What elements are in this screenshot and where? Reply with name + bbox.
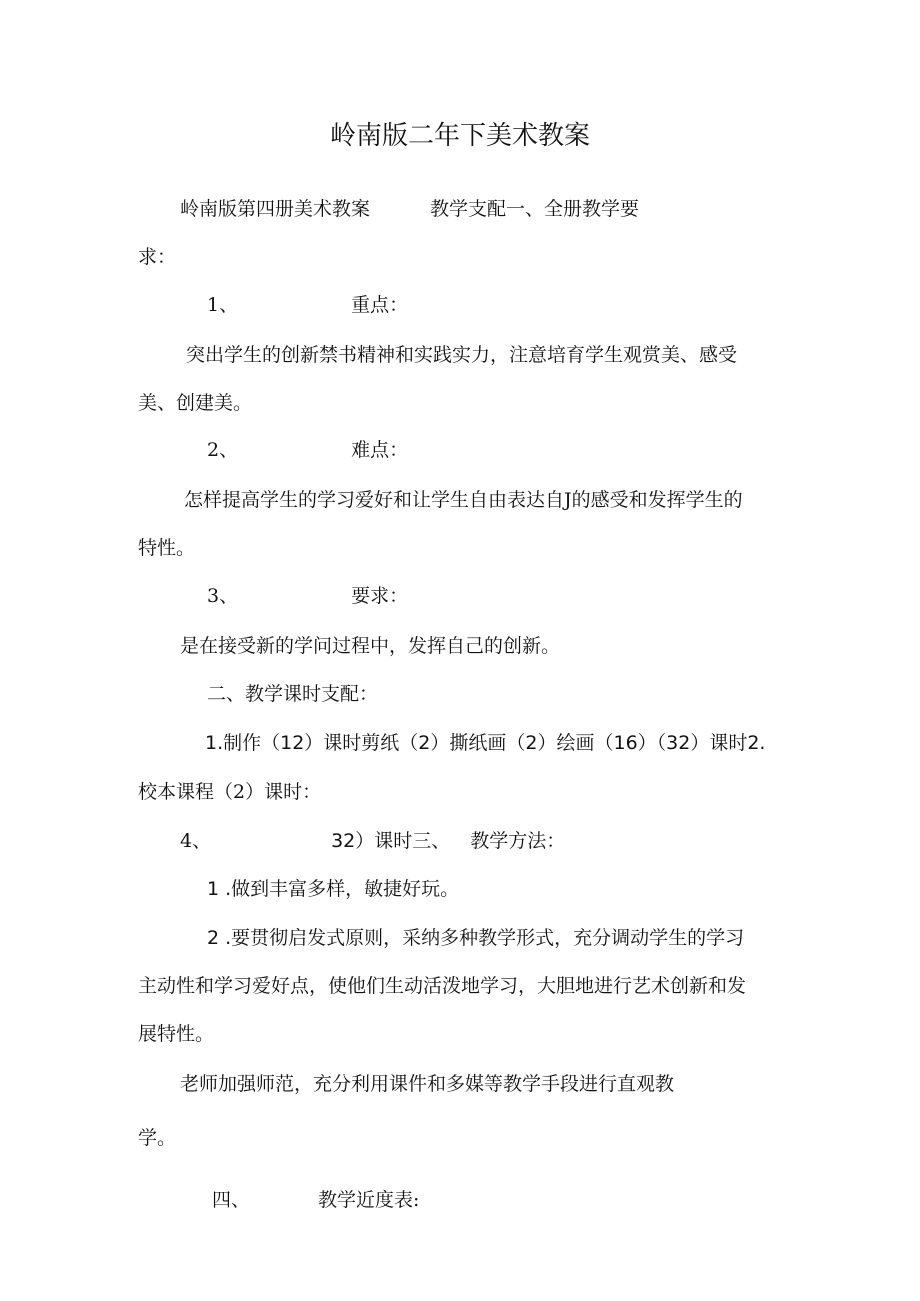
section2-line-1: 1.制作（12）课时剪纸（2）撕纸画（2）绘画（16）（32）课时2. <box>205 732 766 754</box>
item1-text-line-2: 美、创建美。 <box>138 392 253 414</box>
teacher-line-1: 老师加强师范，充分利用课件和多媒等教学手段进行直观教 <box>180 1073 675 1095</box>
item3-text: 是在接受新的学问过程中，发挥自己的创新。 <box>180 635 561 657</box>
section2-line-2: 校本课程（2）课时： <box>138 781 322 803</box>
intro-text-b: 教学支配一、全册教学要 <box>430 198 640 220</box>
item1-heading <box>207 291 408 319</box>
document-title: 岭南版二年下美术教案 <box>329 121 590 151</box>
item2-number: 2、 <box>207 439 239 461</box>
method-2-line-2: 主动性和学习爱好点，使他们生动活泼地学习，大胆地进行艺术创新和发 <box>138 975 747 997</box>
item3-heading <box>207 582 408 610</box>
method-1: 1 .做到丰富多样，敏捷好玩。 <box>207 878 460 900</box>
intro-line-1 <box>180 195 639 223</box>
section2-heading: 二、教学课时支配： <box>207 683 379 705</box>
teacher-line-2: 学。 <box>138 1127 177 1149</box>
method-2-line-1: 2 .要贯彻启发式原则，采纳多种教学形式，充分调动学生的学习 <box>207 927 745 949</box>
section4-label: 教学近度表: <box>318 1189 420 1211</box>
intro-text-a: 岭南版第四册美术教案 <box>180 198 371 220</box>
item4-text-a: 32）课时三、 <box>331 830 451 852</box>
item2-text-line-1: 怎样提高学生的学习爱好和让学生自由表达自J的感受和发挥学生的 <box>184 489 743 511</box>
item1-text-line-1: 突出学生的创新禁书精神和实践实力，注意培育学生观赏美、感受 <box>186 344 738 366</box>
item3-number: 3、 <box>207 585 239 607</box>
item2-label: 难点： <box>351 439 409 461</box>
intro-line-2: 求： <box>138 246 177 268</box>
item3-label: 要求： <box>351 585 409 607</box>
item2-heading <box>207 436 408 464</box>
item2-text-line-2: 特性。 <box>138 537 196 559</box>
item4-number: 4、 <box>180 830 212 852</box>
item4-text-b: 教学方法： <box>470 830 566 852</box>
section4-number: 四、 <box>212 1189 251 1211</box>
section4-heading <box>212 1186 419 1214</box>
item1-number: 1、 <box>207 294 239 316</box>
method-2-line-3: 展特性。 <box>138 1023 215 1045</box>
item1-label: 重点： <box>351 294 409 316</box>
item4-line <box>180 827 565 855</box>
